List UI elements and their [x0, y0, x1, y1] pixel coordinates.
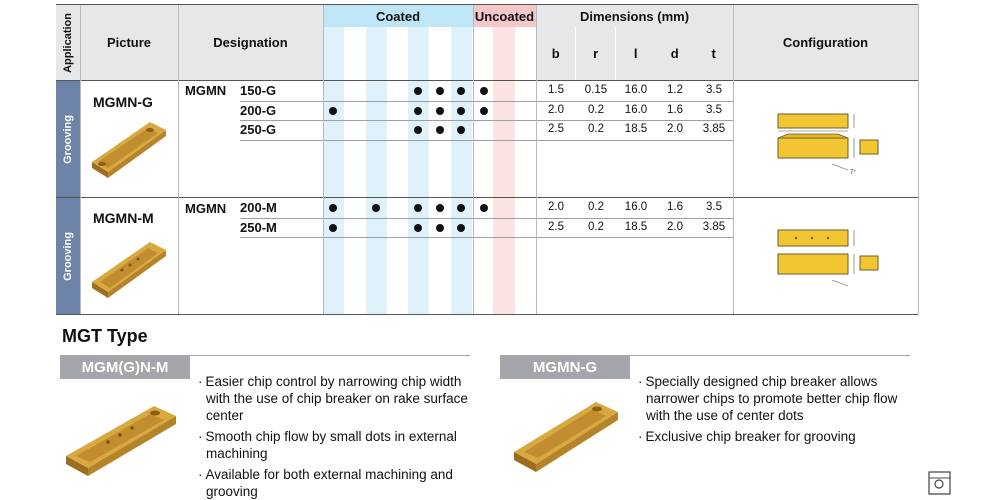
availability-dot	[329, 204, 337, 212]
dimension-t: 3.85	[702, 123, 726, 135]
uncoated-header-label: Uncoated	[474, 8, 535, 24]
application-header-label: Application	[62, 12, 74, 73]
dimension-r: 0.15	[584, 84, 608, 96]
grade-column-band	[451, 27, 472, 314]
picture-label-mgmn-g: MGMN-G	[93, 94, 153, 110]
dimension-header-d	[655, 27, 694, 80]
dimension-header-t	[694, 27, 733, 80]
dimension-d: 1.2	[667, 84, 683, 96]
series-label-m: MGMN	[185, 201, 227, 216]
configuration-header	[733, 5, 918, 80]
dimension-l: 16.0	[624, 201, 648, 213]
dimension-t: 3.5	[706, 103, 722, 116]
availability-dot	[457, 107, 465, 115]
grade-column-band	[472, 27, 493, 314]
table-top-line	[56, 4, 918, 5]
mgmn-g-tag	[500, 355, 630, 379]
dimension-r: 0.2	[588, 123, 604, 135]
column-divider	[80, 5, 81, 314]
group-divider-line	[56, 197, 918, 198]
mgmn-g-insert-image	[88, 118, 170, 180]
grade-column-band	[408, 27, 429, 314]
dimension-d: 2.0	[667, 220, 683, 233]
picture-label-mgmn-m: MGMN-M	[93, 210, 154, 226]
configuration-header-label: Configuration	[782, 35, 869, 50]
dimension-d: 1.6	[667, 201, 683, 213]
table-bottom-line	[56, 314, 918, 315]
dimensions-header	[536, 5, 733, 27]
svg-text:7°: 7°	[850, 170, 856, 176]
dimension-b: 2.5	[548, 220, 564, 233]
application-block-grooving-1	[56, 81, 80, 197]
dimension-r: 0.2	[588, 220, 604, 233]
feature-item: · Available for both external machining and grooving	[198, 466, 478, 500]
header-bottom-line	[56, 80, 918, 81]
dimension-r: 0.2	[588, 103, 604, 116]
dimension-header-label: r	[593, 46, 599, 61]
mgmgn-m-features	[198, 373, 478, 500]
designation-header-label: Designation	[213, 35, 288, 50]
application-block-grooving-2	[56, 198, 80, 314]
column-divider	[536, 5, 537, 314]
dimension-d: 2.0	[667, 123, 683, 135]
coated-header-label: Coated	[375, 8, 421, 24]
dimension-t: 3.85	[702, 220, 726, 233]
grade-column-band	[366, 27, 387, 314]
availability-dot	[372, 204, 380, 212]
dimension-l: 16.0	[624, 103, 648, 116]
feature-item: · Specially designed chip breaker allows narrower chips to promote better chip flow with the use of center dots	[638, 373, 918, 424]
dimension-header-label: d	[670, 46, 679, 61]
row-separator	[240, 140, 733, 141]
mgmn-g-tag-rule	[500, 355, 910, 356]
availability-dot	[436, 224, 444, 232]
configuration-drawing-m	[772, 224, 884, 290]
dimension-t: 3.5	[706, 201, 722, 213]
dimension-l: 18.5	[624, 123, 648, 135]
uncoated-header	[473, 5, 536, 27]
dimension-l: 18.5	[624, 220, 648, 233]
designation-size: 250-G	[240, 122, 277, 137]
dimension-header-label: b	[551, 46, 560, 61]
column-divider	[178, 5, 179, 314]
mgmn-m-insert-image	[88, 236, 170, 302]
grade-column-band	[493, 27, 514, 314]
availability-dot	[457, 87, 465, 95]
grade-column-band	[323, 27, 344, 314]
designation-header	[178, 5, 323, 80]
dimension-header-b	[536, 27, 575, 80]
mgmn-g-tag-label: MGMN-G	[532, 358, 598, 376]
column-divider	[733, 5, 734, 314]
insert-corner-icon	[926, 468, 954, 498]
mgmgn-m-tag	[60, 355, 190, 379]
configuration-drawing-g	[772, 104, 884, 176]
grade-column-band	[515, 27, 536, 314]
coated-header	[323, 5, 473, 27]
dimension-l: 16.0	[624, 84, 648, 96]
column-divider	[323, 5, 324, 314]
row-separator	[240, 101, 733, 102]
dimension-b: 2.5	[548, 123, 564, 135]
designation-size: 200-G	[240, 102, 277, 118]
dimension-header-label: l	[633, 46, 638, 61]
dimension-d: 1.6	[667, 103, 683, 116]
feature-item: · Smooth chip flow by small dots in external machining	[198, 428, 478, 462]
dimension-header-l	[616, 27, 655, 80]
dimension-b: 2.0	[548, 103, 564, 116]
dimension-r: 0.2	[588, 201, 604, 213]
row-separator	[240, 237, 733, 238]
dimensions-header-label: Dimensions (mm)	[579, 8, 690, 24]
feature-item: · Exclusive chip breaker for grooving	[638, 428, 918, 445]
grade-column-band	[430, 27, 451, 314]
availability-dot	[329, 107, 337, 115]
application-label: Grooving	[62, 114, 74, 164]
column-divider	[918, 5, 919, 314]
availability-dot	[436, 126, 444, 134]
dimension-header-label: t	[711, 46, 716, 61]
availability-dot	[329, 224, 337, 232]
feature-item: · Easier chip control by narrowing chip width with the use of chip breaker on rake surface center	[198, 373, 478, 424]
mgmgn-m-tag-label: MGM(G)N-M	[81, 358, 169, 376]
mgmn-g-features	[638, 373, 918, 449]
designation-size: 250-M	[240, 219, 277, 235]
availability-dot	[436, 204, 444, 212]
application-header	[56, 5, 80, 80]
dimension-b: 2.0	[548, 201, 564, 213]
mgmgn-m-tag-rule	[60, 355, 470, 356]
availability-dot	[414, 224, 422, 232]
designation-size: 200-M	[240, 200, 277, 215]
row-separator	[240, 120, 733, 121]
availability-dot	[436, 107, 444, 115]
designation-size: 150-G	[240, 83, 277, 98]
picture-header	[80, 5, 178, 80]
dimension-b: 1.5	[548, 84, 564, 96]
column-divider	[473, 5, 474, 314]
series-label-g: MGMN	[185, 83, 227, 98]
availability-dot	[457, 204, 465, 212]
availability-dot	[457, 126, 465, 134]
availability-dot	[436, 87, 444, 95]
availability-dot	[480, 107, 488, 115]
dimension-header-r	[576, 27, 615, 80]
mgmgn-m-insert-image	[62, 398, 180, 480]
grade-column-band	[344, 27, 365, 314]
mgmn-g-feature-insert-image	[510, 392, 622, 476]
dimension-t: 3.5	[706, 84, 722, 96]
application-label: Grooving	[62, 231, 74, 281]
row-separator	[240, 218, 733, 219]
picture-header-label: Picture	[106, 35, 152, 50]
availability-dot	[414, 107, 422, 115]
availability-dot	[457, 224, 465, 232]
mgt-type-title: MGT Type	[62, 326, 148, 346]
grade-column-band	[387, 27, 408, 314]
